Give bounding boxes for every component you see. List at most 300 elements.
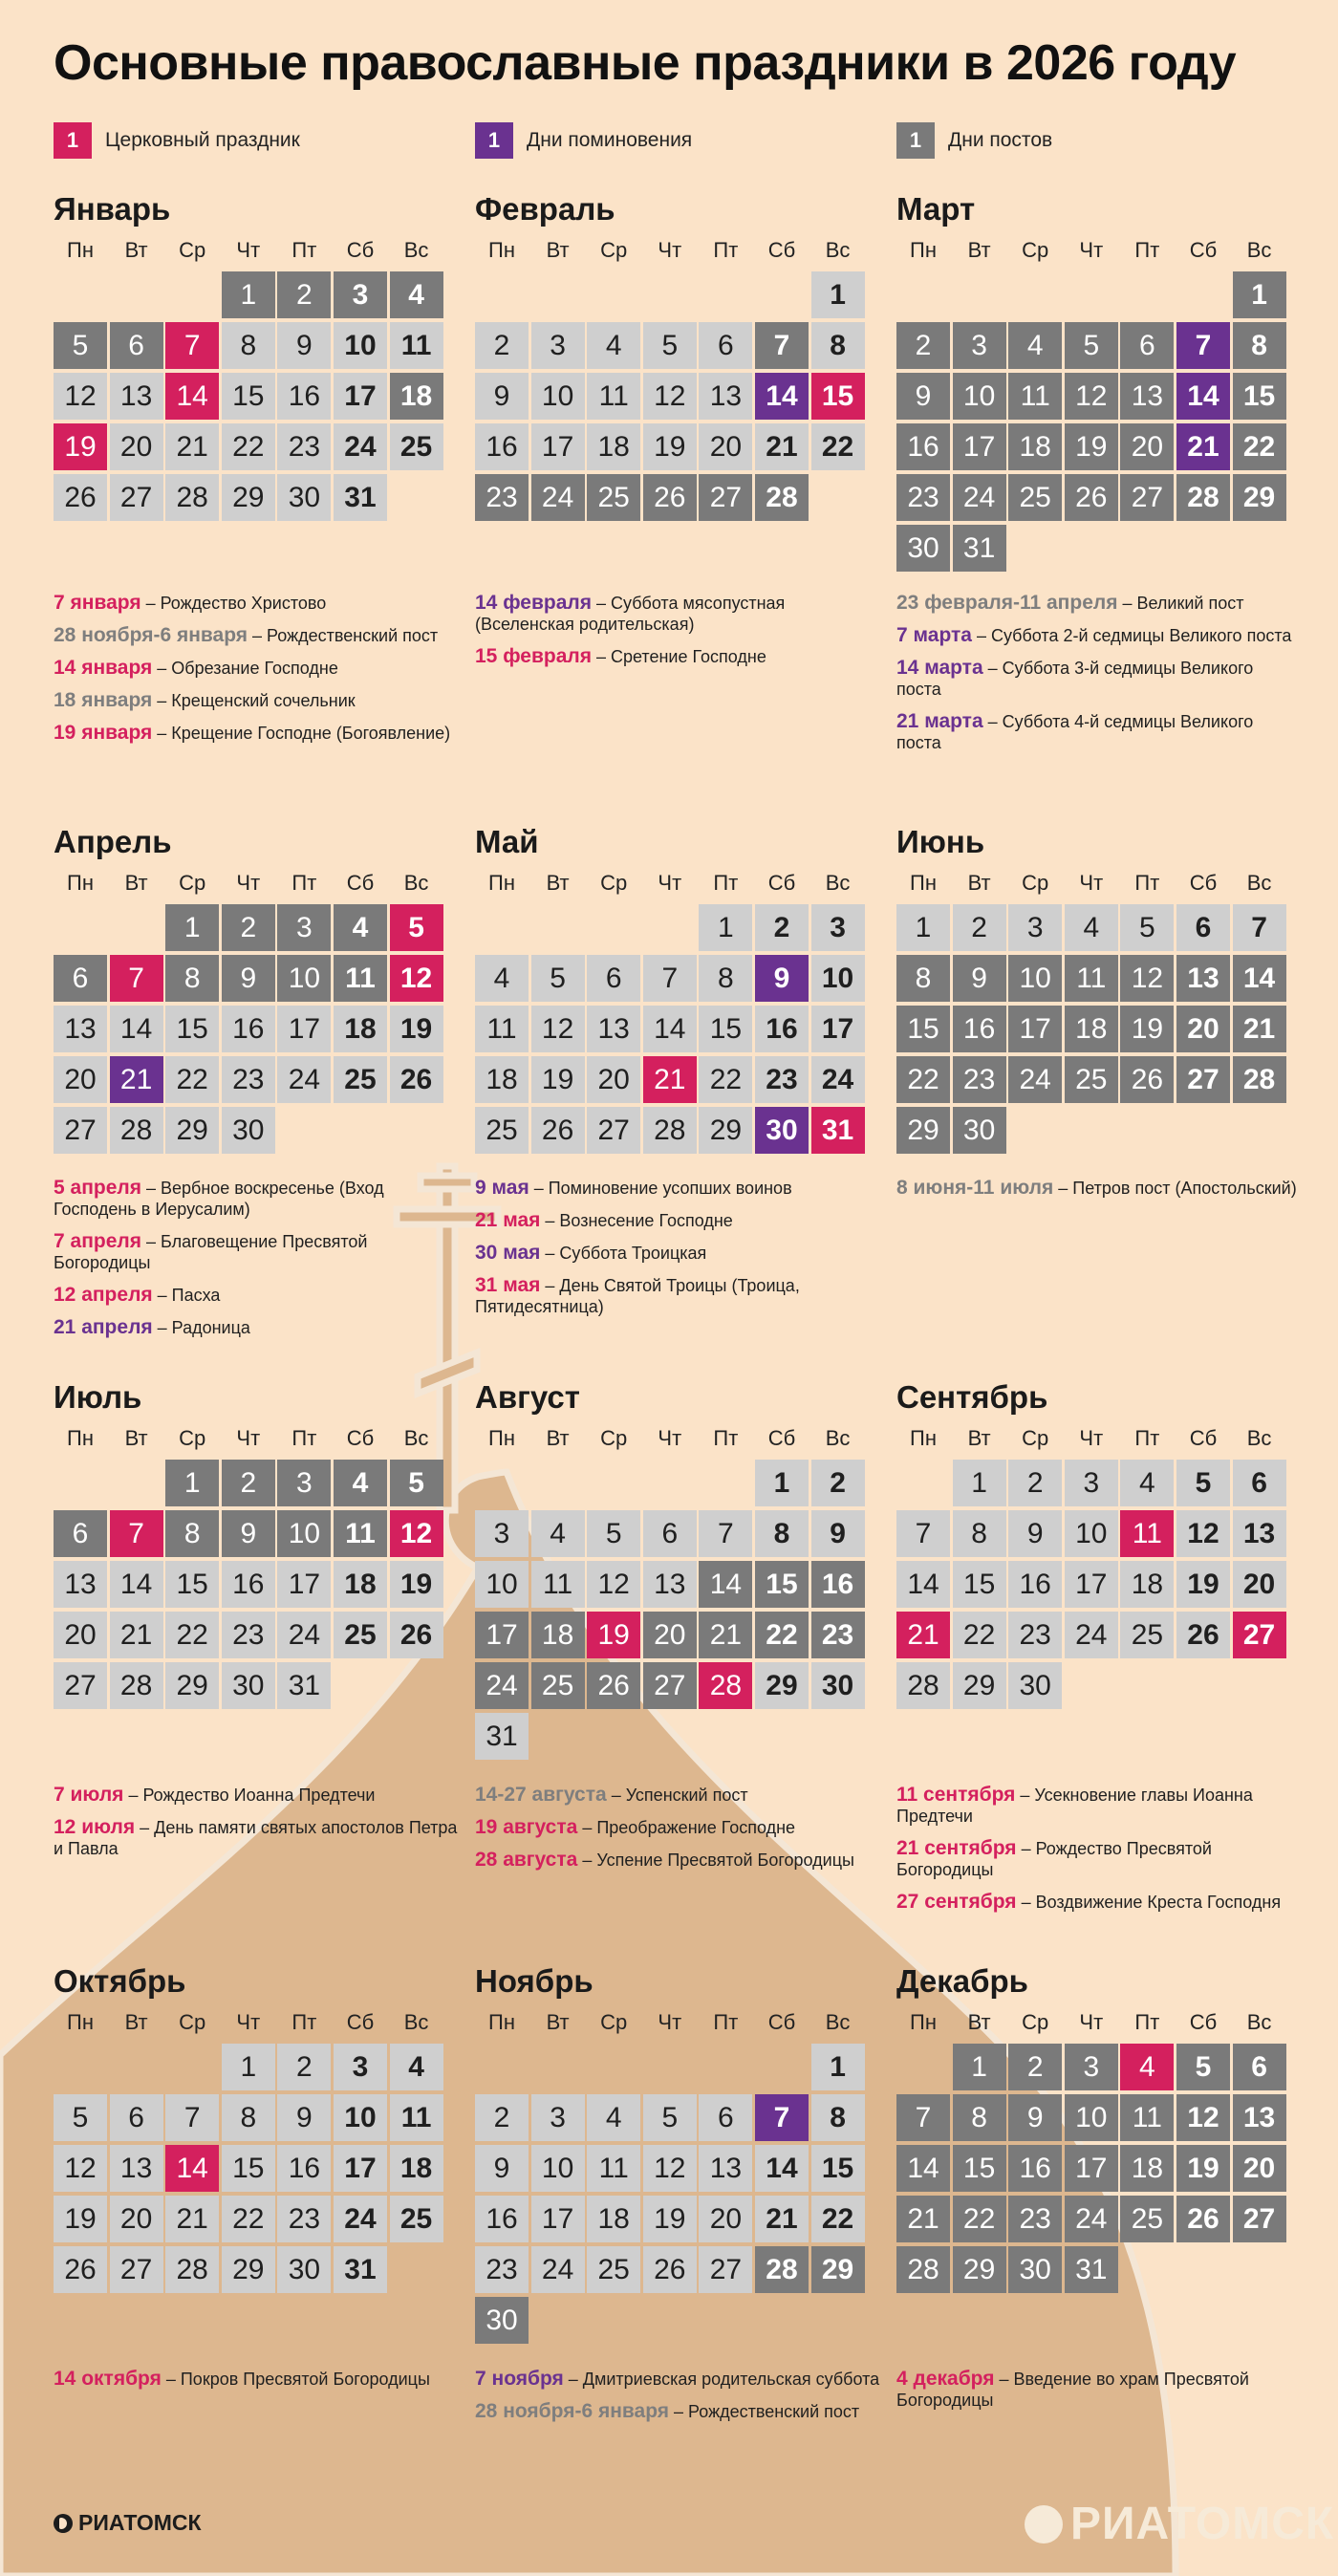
- weekday-label: Вт: [124, 871, 148, 895]
- day-cell: 10: [1008, 955, 1062, 1002]
- day-cell: 29: [1233, 474, 1286, 521]
- day-cell: 1: [811, 271, 865, 318]
- day-cell: 11: [334, 955, 387, 1002]
- day-cell: 14: [110, 1561, 163, 1608]
- weekday-label: Ср: [1022, 238, 1049, 262]
- holiday-note: [475, 593, 881, 635]
- day-cell: 20: [587, 1056, 640, 1103]
- legend-commemoration: [475, 122, 692, 159]
- day-cell: 28: [165, 474, 219, 521]
- day-cell: 15: [896, 1006, 950, 1052]
- day-cell: 10: [811, 955, 865, 1002]
- month-name: Июнь: [896, 824, 985, 859]
- day-cell: 7: [896, 2094, 950, 2141]
- holiday-date: 18 января: [54, 689, 153, 711]
- weekday-label: Пн: [910, 238, 937, 262]
- day-grid: [54, 904, 466, 1154]
- weekday-label: Пт: [291, 238, 317, 262]
- day-cell: 2: [222, 904, 275, 951]
- day-cell: 17: [1008, 1006, 1062, 1052]
- day-cell: 13: [643, 1561, 697, 1608]
- month-calendar: [54, 1379, 466, 1709]
- day-cell: 16: [896, 423, 950, 470]
- weekday-header: [896, 870, 1309, 897]
- weekday-label: Чт: [1079, 238, 1104, 262]
- day-cell: 31: [277, 1662, 331, 1709]
- day-cell: 22: [165, 1056, 219, 1103]
- day-cell: 3: [334, 271, 387, 318]
- day-cell: 23: [1008, 2196, 1062, 2242]
- day-cell: 19: [54, 2196, 107, 2242]
- day-cell: 14: [896, 1561, 950, 1608]
- day-cell: 9: [277, 2094, 331, 2141]
- weekday-label: Чт: [236, 238, 261, 262]
- day-cell: 11: [390, 2094, 443, 2141]
- day-cell: 21: [110, 1612, 163, 1658]
- holiday-note: [475, 2369, 881, 2390]
- weekday-label: Пт: [1134, 1426, 1160, 1450]
- holiday-description: – Обрезание Господне: [152, 659, 338, 678]
- holiday-date: 21 сентября: [896, 1837, 1017, 1859]
- day-cell: 12: [1120, 955, 1174, 1002]
- holiday-description: – Дмитриевская родительская суббота: [563, 2370, 880, 2389]
- holiday-description: – Крещенский сочельник: [152, 691, 356, 710]
- day-cell: 9: [755, 955, 809, 1002]
- day-cell: 18: [1008, 423, 1062, 470]
- weekday-label: Чт: [1079, 1426, 1104, 1450]
- day-cell: 3: [334, 2044, 387, 2090]
- holiday-description: – Суббота 4-й седмицы Великого поста: [896, 712, 1254, 752]
- day-cell: 6: [699, 322, 752, 369]
- day-grid: [54, 2044, 466, 2293]
- day-cell: 7: [755, 2094, 809, 2141]
- day-cell: 29: [699, 1107, 752, 1154]
- logo-text: РИАТОМСК: [78, 2510, 202, 2535]
- weekday-label: Ср: [179, 2010, 206, 2034]
- holiday-note: [475, 2401, 881, 2422]
- day-cell: 10: [334, 2094, 387, 2141]
- weekday-label: Вт: [546, 1426, 570, 1450]
- day-cell: 3: [1065, 2044, 1118, 2090]
- month-name: Апрель: [54, 824, 172, 859]
- day-cell: 23: [475, 474, 529, 521]
- day-cell: 10: [277, 955, 331, 1002]
- weekday-label: Вт: [967, 238, 991, 262]
- day-cell: 31: [811, 1107, 865, 1154]
- weekday-label: Сб: [767, 2010, 796, 2034]
- day-cell: 6: [54, 1510, 107, 1557]
- day-cell: 11: [334, 1510, 387, 1557]
- day-cell: 31: [334, 474, 387, 521]
- day-cell: 24: [334, 2196, 387, 2242]
- day-cell: 3: [1008, 904, 1062, 951]
- weekday-label: Пн: [488, 238, 515, 262]
- day-cell: 15: [755, 1561, 809, 1608]
- day-cell: 24: [953, 474, 1006, 521]
- day-cell: 1: [811, 2044, 865, 2090]
- day-cell: 12: [643, 373, 697, 420]
- day-cell: 21: [110, 1056, 163, 1103]
- holiday-description: – Пасха: [152, 1286, 221, 1305]
- logo-icon: [1025, 2505, 1063, 2544]
- weekday-label: Пн: [488, 871, 515, 895]
- day-cell: 25: [390, 423, 443, 470]
- month-calendar: [475, 191, 888, 521]
- day-cell: 3: [277, 1460, 331, 1506]
- day-cell: 18: [587, 2196, 640, 2242]
- page-title: Основные православные праздники в 2026 году: [54, 35, 1237, 91]
- holiday-description: – Усекновение главы Иоанна Предтечи: [896, 1786, 1253, 1826]
- holiday-note: [475, 1275, 881, 1317]
- day-cell: 30: [277, 2246, 331, 2293]
- day-cell: 19: [1176, 1561, 1230, 1608]
- holiday-note: [896, 593, 1303, 614]
- weekday-label: Чт: [658, 1426, 682, 1450]
- month-name: Март: [896, 191, 976, 227]
- day-cell: 12: [1176, 1510, 1230, 1557]
- day-cell: 2: [277, 2044, 331, 2090]
- month-calendar: [896, 1963, 1309, 2293]
- month-notes: [54, 2369, 460, 2401]
- holiday-date: 19 августа: [475, 1816, 578, 1838]
- day-cell: 26: [643, 474, 697, 521]
- day-grid: [896, 904, 1309, 1154]
- weekday-label: Ср: [179, 871, 206, 895]
- day-cell: 25: [587, 474, 640, 521]
- weekday-label: Вс: [825, 871, 851, 895]
- legend-swatch: 1: [896, 122, 935, 159]
- day-cell: 19: [54, 423, 107, 470]
- day-cell: 23: [896, 474, 950, 521]
- day-cell: 14: [755, 373, 809, 420]
- day-cell: 11: [1065, 955, 1118, 1002]
- day-cell: 9: [277, 322, 331, 369]
- weekday-label: Сб: [346, 1426, 375, 1450]
- holiday-note: [54, 1231, 460, 1273]
- day-cell: 18: [587, 423, 640, 470]
- day-cell: 4: [334, 1460, 387, 1506]
- day-cell: 28: [755, 474, 809, 521]
- day-cell: 10: [531, 2145, 585, 2192]
- day-cell: 28: [110, 1662, 163, 1709]
- day-cell: 12: [531, 1006, 585, 1052]
- month-notes: [54, 1785, 460, 1871]
- weekday-label: Вт: [967, 1426, 991, 1450]
- weekday-label: Пт: [1134, 2010, 1160, 2034]
- day-cell: 22: [222, 423, 275, 470]
- day-cell: 16: [953, 1006, 1006, 1052]
- day-cell: 8: [1233, 322, 1286, 369]
- weekday-label: Пт: [1134, 871, 1160, 895]
- day-grid: [475, 904, 888, 1154]
- weekday-label: Сб: [767, 871, 796, 895]
- day-cell: 14: [165, 2145, 219, 2192]
- watermark-text: РИАТОМСК: [1070, 2499, 1335, 2549]
- holiday-note: [54, 723, 460, 744]
- day-cell: 13: [110, 2145, 163, 2192]
- holiday-note: [54, 1817, 460, 1859]
- day-cell: 8: [811, 322, 865, 369]
- day-cell: 31: [953, 525, 1006, 572]
- holiday-description: – Рождество Иоанна Предтечи: [123, 1786, 376, 1805]
- holiday-note: [896, 1892, 1303, 1913]
- day-cell: 16: [811, 1561, 865, 1608]
- day-cell: 4: [531, 1510, 585, 1557]
- day-cell: 29: [953, 2246, 1006, 2293]
- holiday-description: – День Святой Троицы (Троица, Пятидесятница): [475, 1276, 800, 1316]
- day-cell: 4: [390, 271, 443, 318]
- day-cell: 15: [811, 373, 865, 420]
- day-cell: 21: [165, 2196, 219, 2242]
- day-cell: 25: [475, 1107, 529, 1154]
- day-cell: 1: [953, 1460, 1006, 1506]
- day-cell: 7: [165, 2094, 219, 2141]
- day-cell: 14: [896, 2145, 950, 2192]
- day-cell: 18: [475, 1056, 529, 1103]
- holiday-note: [54, 1785, 460, 1806]
- holiday-date: 28 ноября-6 января: [54, 624, 248, 646]
- weekday-label: Ср: [600, 871, 628, 895]
- day-cell: 26: [1120, 1056, 1174, 1103]
- ria-tomsk-watermark: [1025, 2498, 1334, 2550]
- day-cell: 19: [1065, 423, 1118, 470]
- day-cell: 5: [390, 1460, 443, 1506]
- day-cell: 6: [587, 955, 640, 1002]
- holiday-note: [896, 1178, 1303, 1199]
- weekday-label: Сб: [346, 238, 375, 262]
- day-cell: 10: [475, 1561, 529, 1608]
- day-cell: 5: [54, 322, 107, 369]
- holiday-description: – Суббота Троицкая: [540, 1244, 707, 1263]
- holiday-date: 15 февраля: [475, 645, 592, 667]
- day-cell: 5: [1176, 2044, 1230, 2090]
- weekday-header: [54, 1425, 466, 1452]
- logo-icon: [54, 2514, 73, 2533]
- day-cell: 17: [277, 1561, 331, 1608]
- holiday-date: 12 июля: [54, 1816, 136, 1838]
- holiday-description: – Крещение Господне (Богоявление): [152, 724, 451, 743]
- day-cell: 13: [1120, 373, 1174, 420]
- day-cell: 1: [699, 904, 752, 951]
- day-cell: 12: [390, 1510, 443, 1557]
- day-cell: 12: [54, 373, 107, 420]
- weekday-label: Пн: [67, 1426, 94, 1450]
- legend-label: Дни поминовения: [527, 129, 693, 151]
- weekday-label: Сб: [1189, 871, 1218, 895]
- day-cell: 20: [699, 2196, 752, 2242]
- day-cell: 7: [110, 1510, 163, 1557]
- day-cell: 29: [222, 474, 275, 521]
- legend-fast: [896, 122, 1052, 159]
- day-cell: 4: [1065, 904, 1118, 951]
- day-cell: 22: [953, 2196, 1006, 2242]
- holiday-description: – День памяти святых апостолов Петра и Павла: [54, 1818, 458, 1858]
- weekday-label: Сб: [346, 2010, 375, 2034]
- weekday-label: Чт: [236, 871, 261, 895]
- weekday-header: [54, 237, 466, 264]
- day-cell: 4: [587, 322, 640, 369]
- day-cell: 28: [699, 1662, 752, 1709]
- legend-label: Церковный праздник: [105, 129, 300, 151]
- weekday-label: Сб: [767, 238, 796, 262]
- month-calendar: [475, 1379, 888, 1760]
- weekday-label: Сб: [767, 1426, 796, 1450]
- day-cell: 8: [755, 1510, 809, 1557]
- weekday-label: Ср: [1022, 2010, 1049, 2034]
- day-cell: 21: [1233, 1006, 1286, 1052]
- day-cell: 2: [475, 2094, 529, 2141]
- day-cell: 23: [222, 1056, 275, 1103]
- weekday-label: Вт: [967, 2010, 991, 2034]
- day-cell: 8: [165, 955, 219, 1002]
- ria-tomsk-logo: [54, 2510, 202, 2536]
- day-cell: 9: [475, 2145, 529, 2192]
- weekday-label: Вс: [825, 1426, 851, 1450]
- holiday-description: – Благовещение Пресвятой Богородицы: [54, 1232, 368, 1272]
- month-notes: [54, 593, 460, 755]
- day-cell: 18: [1120, 2145, 1174, 2192]
- weekday-label: Сб: [1189, 238, 1218, 262]
- day-cell: 15: [165, 1561, 219, 1608]
- day-cell: 25: [1008, 474, 1062, 521]
- day-cell: 24: [334, 423, 387, 470]
- day-cell: 25: [1120, 1612, 1174, 1658]
- day-cell: 17: [334, 2145, 387, 2192]
- day-cell: 30: [222, 1662, 275, 1709]
- holiday-date: 4 декабря: [896, 2368, 995, 2390]
- day-cell: 16: [475, 2196, 529, 2242]
- day-cell: 13: [1176, 955, 1230, 1002]
- day-cell: 5: [1176, 1460, 1230, 1506]
- holiday-note: [475, 1243, 881, 1264]
- day-grid: [475, 271, 888, 521]
- day-cell: 17: [1065, 1561, 1118, 1608]
- day-cell: 30: [953, 1107, 1006, 1154]
- day-cell: 20: [1233, 1561, 1286, 1608]
- day-cell: 2: [811, 1460, 865, 1506]
- weekday-label: Сб: [1189, 1426, 1218, 1450]
- weekday-label: Пн: [488, 2010, 515, 2034]
- month-notes: [896, 1785, 1303, 1924]
- holiday-note: [896, 1785, 1303, 1827]
- day-cell: 9: [896, 373, 950, 420]
- day-cell: 15: [165, 1006, 219, 1052]
- day-cell: 13: [699, 2145, 752, 2192]
- day-cell: 9: [1008, 2094, 1062, 2141]
- weekday-label: Пн: [910, 871, 937, 895]
- holiday-date: 31 мая: [475, 1274, 541, 1296]
- weekday-label: Вс: [1246, 871, 1272, 895]
- day-cell: 6: [1233, 2044, 1286, 2090]
- day-cell: 30: [475, 2297, 529, 2344]
- holiday-description: – Суббота 3-й седмицы Великого поста: [896, 659, 1254, 699]
- day-cell: 26: [54, 2246, 107, 2293]
- weekday-label: Чт: [658, 2010, 682, 2034]
- day-cell: 20: [1233, 2145, 1286, 2192]
- holiday-note: [54, 658, 460, 679]
- month-name: Октябрь: [54, 1963, 186, 1999]
- day-cell: 13: [54, 1561, 107, 1608]
- holiday-date: 14 марта: [896, 657, 983, 679]
- day-cell: 30: [1008, 2246, 1062, 2293]
- weekday-label: Вс: [403, 1426, 429, 1450]
- day-cell: 9: [222, 1510, 275, 1557]
- day-cell: 28: [643, 1107, 697, 1154]
- day-cell: 16: [277, 2145, 331, 2192]
- weekday-header: [475, 2009, 888, 2036]
- day-cell: 27: [110, 474, 163, 521]
- day-cell: 21: [699, 1612, 752, 1658]
- weekday-label: Вс: [825, 2010, 851, 2034]
- day-cell: 14: [110, 1006, 163, 1052]
- month-name: Сентябрь: [896, 1379, 1048, 1415]
- month-name: Ноябрь: [475, 1963, 593, 1999]
- day-cell: 28: [896, 2246, 950, 2293]
- weekday-header: [475, 237, 888, 264]
- day-cell: 4: [1008, 322, 1062, 369]
- day-cell: 9: [222, 955, 275, 1002]
- day-cell: 25: [1120, 2196, 1174, 2242]
- day-cell: 9: [811, 1510, 865, 1557]
- day-cell: 30: [1008, 1662, 1062, 1709]
- holiday-description: – Рождественский пост: [248, 626, 439, 645]
- weekday-label: Вт: [546, 238, 570, 262]
- weekday-label: Чт: [236, 1426, 261, 1450]
- weekday-header: [896, 2009, 1309, 2036]
- month-calendar: [475, 1963, 888, 2344]
- day-cell: 1: [222, 271, 275, 318]
- holiday-date: 7 марта: [896, 624, 972, 646]
- day-cell: 25: [531, 1662, 585, 1709]
- day-cell: 19: [1120, 1006, 1174, 1052]
- day-cell: 3: [811, 904, 865, 951]
- day-cell: 19: [643, 2196, 697, 2242]
- weekday-label: Ср: [179, 238, 206, 262]
- day-cell: 4: [1120, 1460, 1174, 1506]
- holiday-note: [896, 625, 1303, 646]
- day-cell: 24: [475, 1662, 529, 1709]
- weekday-label: Пн: [910, 2010, 937, 2034]
- weekday-label: Пт: [713, 871, 739, 895]
- day-cell: 10: [334, 322, 387, 369]
- day-grid: [896, 271, 1309, 572]
- day-cell: 30: [755, 1107, 809, 1154]
- day-cell: 7: [1176, 322, 1230, 369]
- day-cell: 27: [643, 1662, 697, 1709]
- day-cell: 25: [390, 2196, 443, 2242]
- month-name: Май: [475, 824, 539, 859]
- day-cell: 19: [587, 1612, 640, 1658]
- day-cell: 30: [277, 474, 331, 521]
- weekday-header: [896, 237, 1309, 264]
- weekday-label: Ср: [600, 2010, 628, 2034]
- holiday-description: – Вознесение Господне: [540, 1211, 733, 1230]
- holiday-description: – Введение во храм Пресвятой Богородицы: [896, 2370, 1249, 2410]
- day-cell: 14: [165, 373, 219, 420]
- day-cell: 18: [1120, 1561, 1174, 1608]
- day-cell: 12: [54, 2145, 107, 2192]
- day-cell: 23: [953, 1056, 1006, 1103]
- holiday-date: 11 сентября: [896, 1784, 1016, 1806]
- day-cell: 6: [643, 1510, 697, 1557]
- day-cell: 9: [1008, 1510, 1062, 1557]
- day-cell: 12: [390, 955, 443, 1002]
- month-calendar: [54, 824, 466, 1154]
- day-cell: 4: [475, 955, 529, 1002]
- day-cell: 15: [811, 2145, 865, 2192]
- day-cell: 23: [222, 1612, 275, 1658]
- day-cell: 13: [1233, 2094, 1286, 2141]
